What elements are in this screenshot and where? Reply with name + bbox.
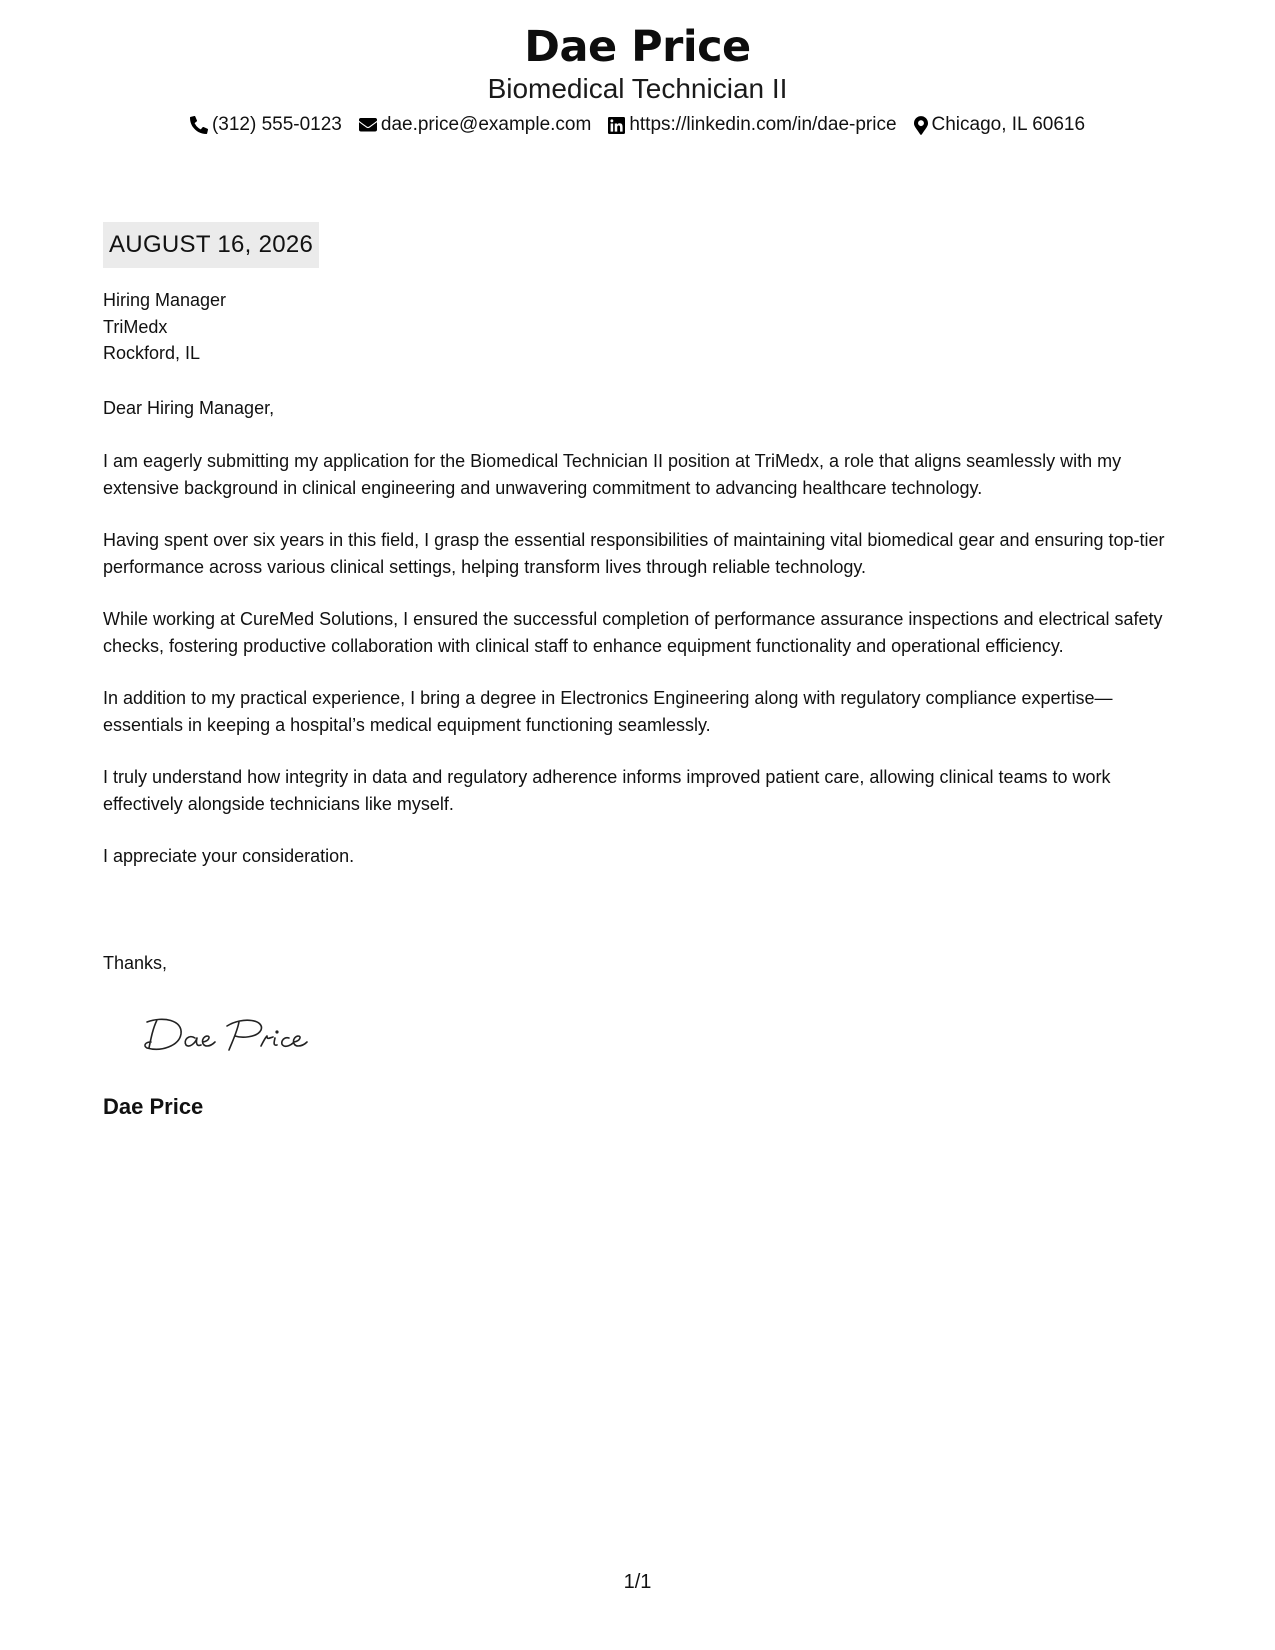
recipient-block [103, 287, 1175, 367]
linkedin-text: https://linkedin.com/in/dae-price [629, 114, 897, 135]
handwritten-signature [143, 1008, 323, 1058]
email-text: dae.price@example.com [380, 114, 592, 135]
body-paragraph: In addition to my practical experience, I bring a degree in Electronics Engineering along with regulatory compliance expertise—essentials in keeping a hospital’s medical equipment functioning seamlessly. [103, 688, 1113, 735]
letter-header [0, 20, 1275, 138]
letter-body [103, 448, 1175, 896]
signer-name: Dae Price [103, 1094, 204, 1119]
closing: Thanks, [103, 953, 168, 973]
body-paragraph: Having spent over six years in this field, I grasp the essential responsibilities of maintaining vital biomedical gear and ensuring top-tier performance across various clinical settings, helping transform lives through reliable technology. [103, 530, 1165, 577]
body-paragraph: I appreciate your consideration. [103, 846, 355, 866]
contact-linkedin[interactable] [608, 112, 896, 138]
envelope-icon [359, 117, 377, 133]
contact-phone[interactable] [190, 112, 342, 138]
location-text: Chicago, IL 60616 [931, 114, 1086, 135]
body-paragraph: While working at CureMed Solutions, I ensured the successful completion of performance assurance inspections and electrical safety checks, fostering productive collaboration with clinical staff to enhance equipment functionality and operational efficiency. [103, 609, 1163, 656]
body-paragraph: I am eagerly submitting my application for the Biomedical Technician II position at TriMedx, a role that aligns seamlessly with my extensive background in clinical engineering and unwavering commitment to advancing healthcare technology. [103, 451, 1122, 498]
map-pin-icon [914, 116, 928, 135]
letter-date: AUGUST 16, 2026 [103, 222, 319, 268]
salutation: Dear Hiring Manager, [103, 398, 275, 418]
body-paragraph: I truly understand how integrity in data and regulatory adherence informs improved patient care, allowing clinical teams to work effectively alongside technicians like myself. [103, 767, 1111, 814]
applicant-title: Biomedical Technician II [487, 73, 788, 104]
linkedin-icon [608, 117, 625, 134]
contact-info [0, 112, 1275, 138]
page-number: 1/1 [623, 1571, 652, 1593]
phone-text: (312) 555-0123 [211, 114, 342, 135]
recipient-company: TriMedx [103, 316, 168, 337]
phone-icon [190, 116, 208, 134]
recipient-line: Hiring Manager [103, 290, 227, 310]
contact-location [914, 112, 1086, 138]
recipient-location: Rockford, IL [103, 343, 201, 363]
contact-email[interactable] [359, 112, 591, 138]
applicant-name: Dae Price [524, 22, 751, 72]
